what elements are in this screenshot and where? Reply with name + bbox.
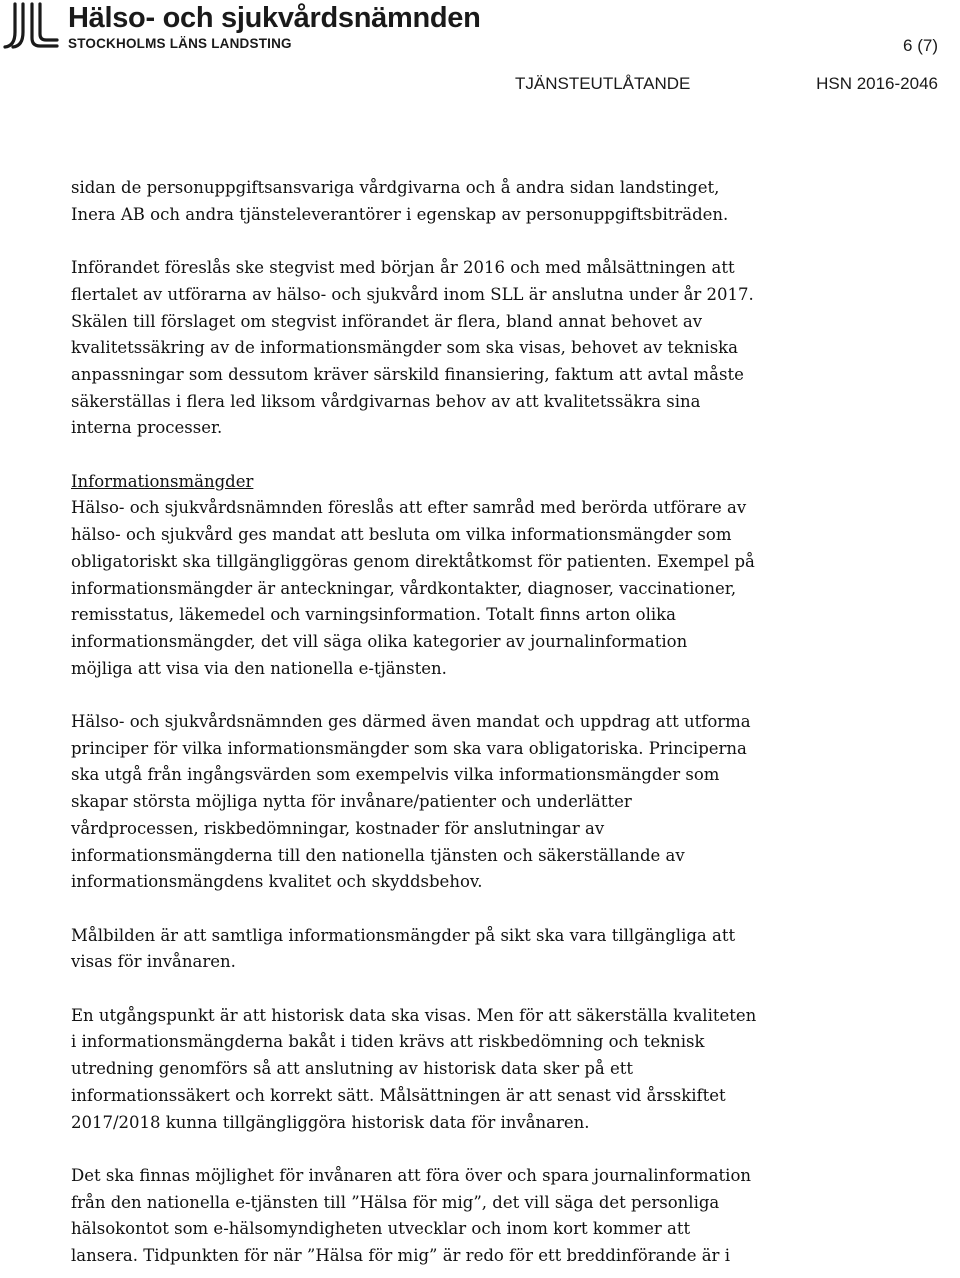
text-line: flertalet av utförarna av hälso- och sjukvård inom SLL är anslutna under år 2017. <box>71 284 754 304</box>
text-line: informationssäkert och korrekt sätt. Målsättningen är att senast vid årsskiftet <box>71 1085 726 1105</box>
paragraph-spacer <box>71 896 871 923</box>
paragraph-5 <box>71 923 871 976</box>
text-line: Det ska finnas möjlighet för invånaren att föra över och spara journalinformation <box>71 1165 752 1185</box>
text-line: sidan de personuppgiftsansvariga vårdgivarna och å andra sidan landstinget, <box>71 178 720 197</box>
text-line: informationsmängder, det vill säga olika kategorier av journalinformation <box>71 631 688 651</box>
paragraph-3 <box>71 495 871 682</box>
paragraph-spacer <box>71 1136 871 1163</box>
text-line: lansera. Tidpunkten för när ”Hälsa för mig” är redo för ett breddinförande är i <box>71 1246 730 1266</box>
text-line: Införandet föreslås ske stegvist med början år 2016 och med målsättningen att <box>71 258 735 278</box>
text-line: principer för vilka informationsmängder som ska vara obligatoriska. Principerna <box>71 738 747 758</box>
text-line: utredning genomförs så att anslutning av historisk data sker på ett <box>71 1059 634 1079</box>
logo-subtitle: STOCKHOLMS LÄNS LANDSTING <box>68 36 292 51</box>
text-line: Skälen till förslaget om stegvist införandet är flera, bland annat behovet av <box>71 311 703 331</box>
text-line: vårdprocessen, riskbedömningar, kostnader för anslutningar av <box>71 818 605 838</box>
sll-logo-mark-icon <box>2 2 60 50</box>
text-line: säkerställas i flera led liksom vårdgivarnas behov av att kvalitetssäkra sina <box>71 391 701 411</box>
text-line: informationsmängderna till den nationella tjänsten och säkerställande av <box>71 845 685 865</box>
paragraph-2 <box>71 255 871 442</box>
page-number: 6 (7) <box>903 36 938 55</box>
organization-logo <box>0 0 520 56</box>
text-line: möjliga att visa via den nationella e-tjänsten. <box>71 658 447 678</box>
document-type: TJÄNSTEUTLÅTANDE <box>515 74 691 93</box>
section-heading: Informationsmängder <box>71 471 254 491</box>
text-line: från den nationella e-tjänsten till ”Hälsa för mig”, det vill säga det personliga <box>71 1192 720 1212</box>
text-line: kvalitetssäkring av de informationsmängder som ska visas, behovet av tekniska <box>71 338 739 358</box>
paragraph-spacer <box>71 228 871 255</box>
text-line: interna processer. <box>71 418 223 438</box>
document-body <box>71 175 871 1270</box>
document-reference: HSN 2016-2046 <box>816 74 938 93</box>
paragraph-spacer <box>71 682 871 709</box>
text-line: informationsmängdens kvalitet och skyddsbehov. <box>71 872 483 892</box>
text-line: hälso- och sjukvård ges mandat att besluta om vilka informationsmängder som <box>71 525 732 545</box>
text-line: informationsmängder är anteckningar, vårdkontakter, diagnoser, vaccinationer, <box>71 578 737 598</box>
paragraph-7 <box>71 1163 871 1270</box>
paragraph-4 <box>71 709 871 896</box>
paragraph-spacer <box>71 976 871 1003</box>
text-line: skapar största möjliga nytta för invånare/patienter och underlätter <box>71 792 632 812</box>
text-line: remisstatus, läkemedel och varningsinformation. Totalt finns arton olika <box>71 605 676 625</box>
section-heading-informationsmangder <box>71 469 871 496</box>
text-line: En utgångspunkt är att historisk data ska visas. Men för att säkerställa kvaliteten <box>71 1005 757 1025</box>
text-line: obligatoriskt ska tillgängliggöras genom direktåtkomst för patienten. Exempel på <box>71 551 755 571</box>
text-line: Målbilden är att samtliga informationsmängder på sikt ska vara tillgängliga att <box>71 925 736 945</box>
text-line: ska utgå från ingångsvärden som exempelvis vilka informationsmängder som <box>71 765 720 785</box>
text-line: anpassningar som dessutom kräver särskild finansiering, faktum att avtal måste <box>71 364 744 384</box>
logo-title: Hälso- och sjukvårdsnämnden <box>68 2 481 34</box>
text-line: 2017/2018 kunna tillgängliggöra historisk data för invånaren. <box>71 1112 590 1132</box>
text-line: Inera AB och andra tjänsteleverantörer i egenskap av personuppgiftsbiträden. <box>71 204 729 224</box>
paragraph-spacer <box>71 442 871 469</box>
paragraph-6 <box>71 1003 871 1137</box>
text-line: visas för invånaren. <box>71 952 236 972</box>
paragraph-1 <box>71 175 871 228</box>
text-line: Hälso- och sjukvårdsnämnden ges därmed även mandat och uppdrag att utforma <box>71 712 751 732</box>
text-line: Hälso- och sjukvårdsnämnden föreslås att efter samråd med berörda utförare av <box>71 498 747 518</box>
text-line: hälsokontot som e-hälsomyndigheten utvecklar och inom kort kommer att <box>71 1219 691 1239</box>
text-line: i informationsmängderna bakåt i tiden krävs att riskbedömning och teknisk <box>71 1032 705 1052</box>
